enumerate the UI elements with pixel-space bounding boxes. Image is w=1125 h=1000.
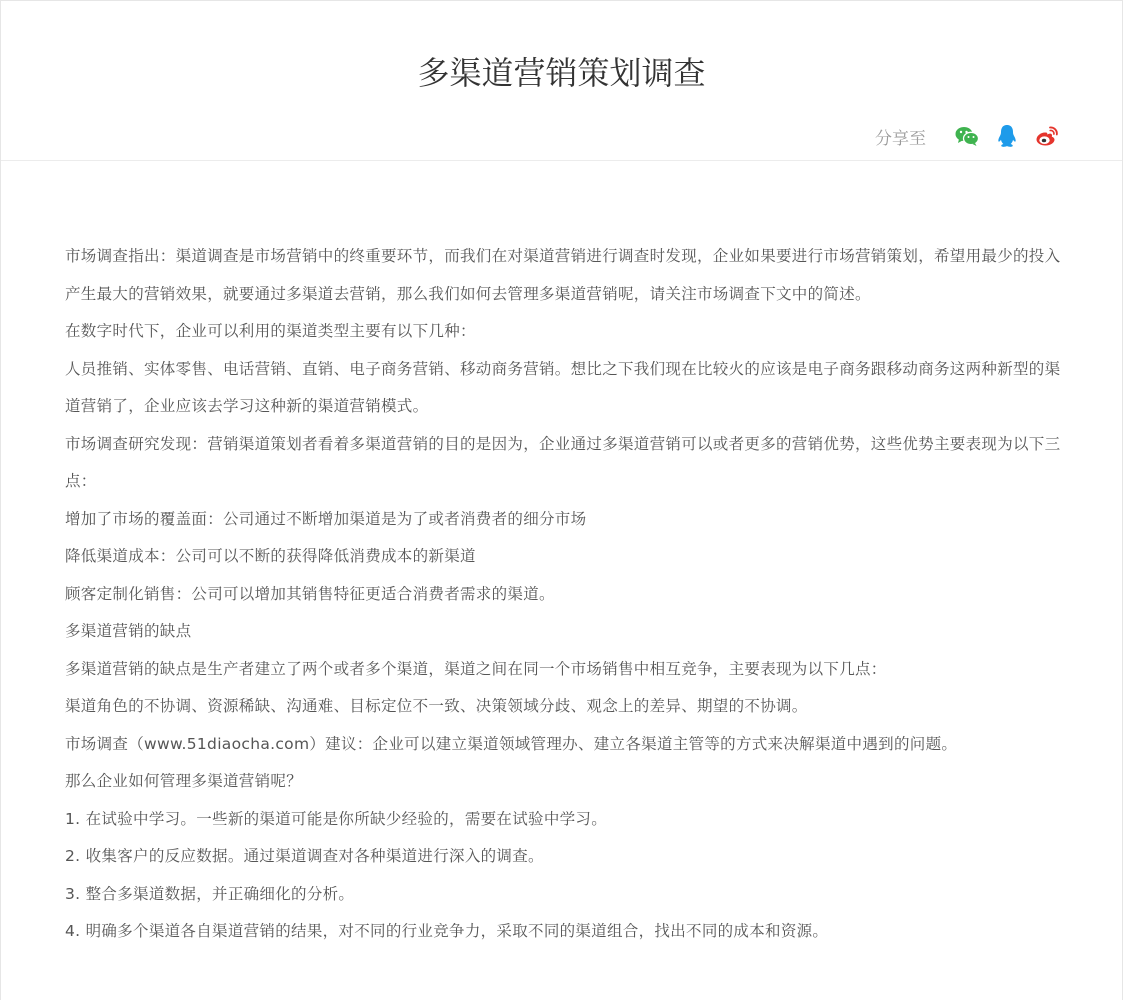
share-bar: [875, 121, 1060, 151]
article-paragraph: [65, 238, 1065, 313]
page-title: 多渠道营销策划调查: [417, 54, 706, 92]
share-label: 分享至: [875, 128, 926, 149]
article-paragraph: 在数字时代下，企业可以利用的渠道类型主要有以下几种：: [65, 322, 476, 340]
article-paragraph: 渠道角色的不协调、资源稀缺、沟通难、目标定位不一致、决策领域分歧、观念上的差异、期望的不协调。: [65, 697, 808, 715]
article-paragraph: 市场调查（www.51diaocha.com）建议：企业可以建立渠道领域管理办、建立各渠道主管等的方式来决解渠道中遇到的问题。: [65, 734, 958, 753]
article-paragraph: 多渠道营销的缺点是生产者建立了两个或者多个渠道，渠道之间在同一个市场销售中相互竞争，主要表现为以下几点：: [65, 659, 887, 678]
market-research-link[interactable]: 市场调查: [65, 247, 129, 265]
list-item: 3. 整合多渠道数据，并正确细化的分析。: [65, 884, 355, 903]
article-header: [1, 1, 1122, 161]
article-paragraph: 市场调查研究发现：营销渠道策划者看着多渠道营销的目的是因为，企业通过多渠道营销可以或者更多的营销优势，这些优势主要表现为以下三点：: [65, 434, 1061, 490]
list-item: 1. 在试验中学习。一些新的渠道可能是你所缺少经验的，需要在试验中学习。: [65, 809, 608, 828]
article-paragraph: 增加了市场的覆盖面：公司通过不断增加渠道是为了或者消费者的细分市场: [65, 509, 587, 528]
qq-icon[interactable]: [994, 123, 1020, 149]
intro-text: 指出：渠道调查是市场营销中的终重要环节，而我们在对渠道营销进行调查时发现，企业如果要进行市场营销策划，希望用最少的投入产生最大的营销效果，就要通过多渠道去营销，那么我们如何去管理多渠道营销呢，请关注市场调查下文中的简述。: [65, 247, 1061, 303]
weibo-icon[interactable]: [1034, 123, 1060, 149]
article-paragraph: 顾客定制化销售：公司可以增加其销售特征更适合消费者需求的渠道。: [65, 584, 555, 603]
article-body: [65, 238, 1065, 951]
article-paragraph: 人员推销、实体零售、电话营销、直销、电子商务营销、移动商务营销。想比之下我们现在比较火的应该是电子商务跟移动商务这两种新型的渠道营销了，企业应该去学习这种新的渠道营销模式。: [65, 359, 1061, 415]
article-paragraph: 那么企业如何管理多渠道营销呢？: [65, 772, 303, 790]
wechat-icon[interactable]: [954, 123, 980, 149]
list-item: 4. 明确多个渠道各自渠道营销的结果，对不同的行业竞争力，采取不同的渠道组合，找出不同的成本和资源。: [65, 922, 829, 940]
article-subheading: 多渠道营销的缺点: [65, 622, 192, 640]
list-item: 2. 收集客户的反应数据。通过渠道调查对各种渠道进行深入的调查。: [65, 847, 544, 865]
article-paragraph: 降低渠道成本：公司可以不断的获得降低消费成本的新渠道: [65, 547, 476, 565]
